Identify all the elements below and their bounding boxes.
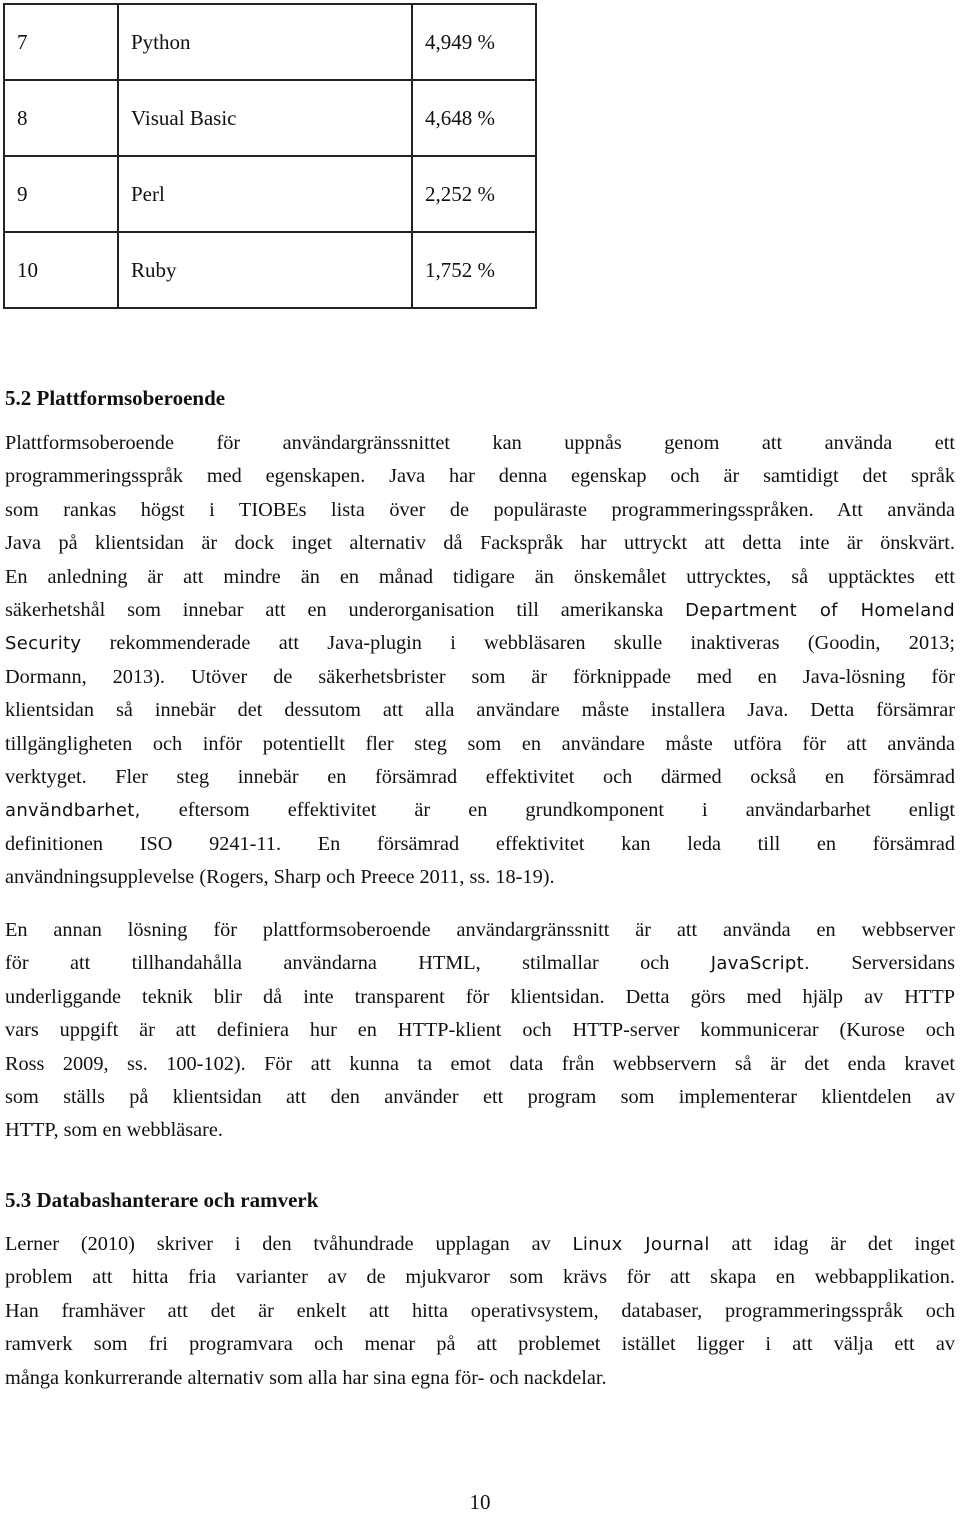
table-row: [4, 156, 536, 232]
text-line: problem att hitta fria varianter av de mjukvaror som krävs för att skapa en webbapplikation.: [5, 1266, 955, 1289]
text-fragment: Department of Homeland: [685, 599, 955, 621]
text-fragment: Serversidans: [809, 952, 955, 975]
text-line: [5, 947, 955, 980]
text-fragment: JavaScript.: [710, 953, 810, 975]
text-fragment: eftersom effektivitet är en grundkomponent i användarbarhet enligt: [140, 799, 955, 822]
text-line: [5, 627, 955, 660]
page-number: 10: [469, 1490, 491, 1514]
text-line: definitionen ISO 9241-11. En försämrad effektivitet kan leda till en försämrad: [5, 832, 955, 855]
text-line: tillgängligheten och inför potentiellt fler steg som en användare måste utföra för att använda: [5, 732, 955, 755]
language-cell: Ruby: [118, 232, 412, 308]
text-line: ramverk som fri programvara och menar på att problemet istället ligger i att välja ett av: [5, 1333, 955, 1356]
rank-cell: 8: [4, 80, 118, 156]
text-line: Dormann, 2013). Utöver de säkerhetsbrister som är förknippade med en Java-lösning för: [5, 665, 955, 688]
text-line: användningsupplevelse (Rogers, Sharp och Preece 2011, ss. 18-19).: [5, 866, 555, 889]
text-line: [5, 1228, 955, 1261]
rank-cell: 10: [4, 232, 118, 308]
percentage-cell: 4,949 %: [412, 4, 536, 80]
text-line: [5, 594, 955, 627]
section-heading-5-3: 5.3 Databashanterare och ramverk: [5, 1188, 319, 1212]
text-line: [5, 794, 955, 827]
table-row: [4, 80, 536, 156]
text-fragment: för att tillhandahålla användarna HTML, stilmallar och: [5, 952, 711, 975]
rank-cell: 9: [4, 156, 118, 232]
text-line: Plattformsoberoende för användargränssnittet kan uppnås genom att använda ett: [5, 432, 955, 454]
text-line: Java på klientsidan är dock inget alternativ då Fackspråk har uttryckt att detta inte är önskvärt.: [5, 532, 955, 555]
text-fragment: att idag är det inget: [709, 1233, 955, 1255]
percentage-cell: 1,752 %: [412, 232, 536, 308]
table-row: [4, 4, 536, 80]
language-cell: Python: [118, 4, 412, 80]
text-fragment: Lerner (2010) skriver i den tvåhundrade upplagan av: [5, 1233, 573, 1255]
text-line: HTTP, som en webbläsare.: [5, 1119, 223, 1142]
paragraph-platform-independence: [5, 427, 955, 894]
text-fragment: användbarhet,: [5, 800, 141, 822]
text-line: En annan lösning för plattformsoberoende användargränssnitt är att använda en webbserver: [5, 919, 955, 941]
language-ranking-table: [3, 3, 537, 309]
text-line: Han framhäver att det är enkelt att hitta operativsystem, databaser, programmeringsspråk och: [5, 1299, 955, 1322]
text-line: En anledning är att mindre än en månad tidigare än önskemålet uttrycktes, så upptäcktes ett: [5, 565, 955, 588]
text-fragment: Linux Journal: [572, 1234, 710, 1255]
percentage-cell: 2,252 %: [412, 156, 536, 232]
text-line: många konkurrerande alternativ som alla har sina egna för- och nackdelar.: [5, 1366, 607, 1389]
text-fragment: säkerhetshål som innebar att en underorganisation till amerikanska: [5, 598, 686, 621]
text-line: underliggande teknik blir då inte transparent för klientsidan. Detta görs med hjälp av HTTP: [5, 985, 955, 1008]
percentage-cell: 4,648 %: [412, 80, 536, 156]
text-line: Ross 2009, ss. 100-102). För att kunna ta emot data från webbservern så är det enda kravet: [5, 1052, 955, 1075]
text-line: vars uppgift är att definiera hur en HTTP-klient och HTTP-server kommunicerar (Kurose och: [5, 1019, 955, 1042]
text-line: som rankas högst i TIOBEs lista över de populäraste programmeringsspråken. Att använda: [5, 498, 955, 521]
language-cell: Perl: [118, 156, 412, 232]
text-fragment: Security: [5, 633, 82, 655]
table-row: [4, 232, 536, 308]
language-cell: Visual Basic: [118, 80, 412, 156]
text-line: programmeringsspråk med egenskapen. Java har denna egenskap och är samtidigt det språk: [5, 465, 955, 488]
paragraph-databases-frameworks: [5, 1228, 955, 1395]
text-line: klientsidan så innebär det dessutom att alla användare måste installera Java. Detta försämrar: [5, 699, 955, 722]
rank-cell: 7: [4, 4, 118, 80]
paragraph-web-server-solution: [5, 914, 955, 1148]
text-fragment: rekommenderade att Java-plugin i webbläsaren skulle inaktiveras (Goodin, 2013;: [81, 632, 955, 655]
section-heading-5-2: 5.2 Plattformsoberoende: [5, 386, 226, 410]
text-line: verktyget. Fler steg innebär en försämrad effektivitet och därmed också en försämrad: [5, 765, 955, 788]
text-line: som ställs på klientsidan att den använder ett program som implementerar klientdelen av: [5, 1085, 955, 1108]
